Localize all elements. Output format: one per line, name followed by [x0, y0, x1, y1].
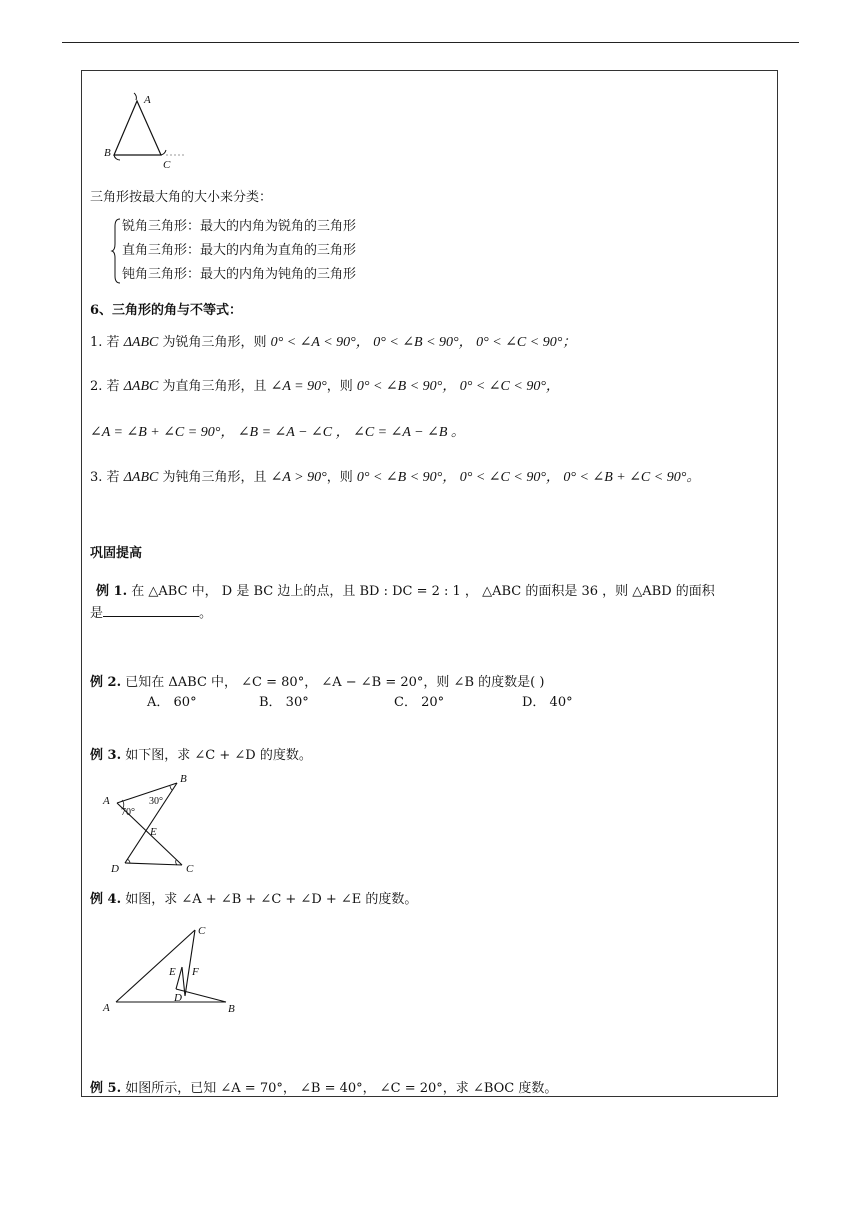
item3-prefix: 3. 若 — [90, 470, 120, 485]
example5 — [90, 1080, 557, 1098]
example4-label: 例 4. — [90, 892, 122, 907]
example1-line2-text: 是 — [90, 606, 104, 621]
classify-title: 三角形按最大角的大小来分类： — [90, 190, 273, 205]
vertex-label-c: C — [163, 159, 171, 171]
example5-text: 如图所示，已知 ∠A = 70°， ∠B = 40°， ∠C = 20°，求 ∠BOC 度数。 — [125, 1081, 558, 1096]
item2-triangle: ΔABC — [123, 379, 159, 394]
consolidate-title: 巩固提高 — [90, 546, 143, 561]
item3-then: ，则 — [326, 470, 353, 485]
example1-line1 — [96, 583, 715, 601]
header-rule — [62, 42, 799, 43]
section6-item2-equations: ∠A = ∠B + ∠C = 90°， ∠B = ∠A − ∠C ， ∠C = ∠A − ∠B 。 — [90, 425, 465, 440]
example1-end: 。 — [199, 606, 213, 621]
example4-figure — [98, 920, 248, 1020]
ex3-label-c: C — [186, 863, 194, 875]
example1-label: 例 1. — [96, 584, 128, 599]
ex4-label-e: E — [169, 966, 176, 978]
triangle-abc-figure — [100, 90, 200, 170]
section6-title: 6、三角形的角与不等式： — [90, 303, 243, 318]
example2-text: 已知在 ΔABC 中， ∠C = 80°， ∠A − ∠B = 20°，则 ∠B 的度数是( ) — [125, 675, 545, 690]
answer-blank[interactable] — [103, 603, 199, 617]
ex3-label-a: A — [103, 795, 110, 807]
ex3-label-e: E — [150, 826, 157, 838]
ex3-angle-a: 70° — [121, 807, 135, 818]
ex3-label-b: B — [180, 773, 187, 785]
item3-cond: ∠A > 90° — [270, 470, 327, 485]
ex4-label-d: D — [174, 992, 182, 1004]
vertex-label-b: B — [104, 147, 111, 159]
choice-c[interactable]: C． 20° — [394, 695, 445, 710]
item1-triangle: ΔABC — [123, 335, 159, 350]
section6-item1 — [90, 334, 576, 352]
example3 — [90, 747, 312, 765]
ex4-label-c: C — [198, 925, 206, 937]
ex4-label-f: F — [192, 966, 199, 978]
choice-a[interactable]: A． 60° — [147, 695, 197, 710]
item3-mid: 为钝角三角形，且 — [162, 470, 267, 485]
item1-prefix: 1. 若 — [90, 335, 120, 350]
vertex-label-a: A — [144, 94, 151, 106]
example2-label: 例 2. — [90, 675, 122, 690]
classify-item-obtuse: 钝角三角形：最大的内角为钝角的三角形 — [122, 267, 357, 282]
ex4-label-b: B — [228, 1003, 235, 1015]
classify-item-right: 直角三角形：最大的内角为直角的三角形 — [122, 243, 357, 258]
example2 — [90, 674, 544, 692]
classify-item-acute: 锐角三角形：最大的内角为锐角的三角形 — [122, 219, 357, 234]
example1-text: 在 △ABC 中， D 是 BC 边上的点，且 BD : DC = 2 : 1 ， △ABC 的面积是 36 ，则 △ABD 的面积 — [131, 584, 715, 599]
ex3-angle-b: 30° — [149, 796, 163, 807]
choice-b[interactable]: B． 30° — [259, 695, 309, 710]
item3-math: 0° < ∠B < 90°， 0° < ∠C < 90°， 0° < ∠B + ∠C < 90°。 — [356, 470, 701, 485]
item2-prefix: 2. 若 — [90, 379, 120, 394]
example1-line2 — [90, 603, 212, 623]
section6-item3 — [90, 469, 700, 487]
item2-cond: ∠A = 90° — [270, 379, 327, 394]
classify-brace — [112, 218, 122, 284]
item3-triangle: ΔABC — [123, 470, 159, 485]
ex4-label-a: A — [103, 1002, 110, 1014]
example3-label: 例 3. — [90, 748, 122, 763]
item1-math: 0° < ∠A < 90°， 0° < ∠B < 90°， 0° < ∠C < 90°； — [270, 335, 577, 350]
example4-text: 如图，求 ∠A + ∠B + ∠C + ∠D + ∠E 的度数。 — [125, 892, 418, 907]
example4 — [90, 891, 417, 909]
choice-d[interactable]: D． 40° — [522, 695, 573, 710]
example5-label: 例 5. — [90, 1081, 122, 1096]
item2-mid: 为直角三角形，且 — [162, 379, 267, 394]
item2-math: 0° < ∠B < 90°， 0° < ∠C < 90°， — [356, 379, 560, 394]
example3-figure — [100, 768, 210, 878]
item1-mid: 为锐角三角形，则 — [162, 335, 267, 350]
example3-text: 如下图，求 ∠C + ∠D 的度数。 — [125, 748, 312, 763]
section6-item2 — [90, 378, 560, 396]
item2-then: ，则 — [326, 379, 353, 394]
ex3-label-d: D — [111, 863, 119, 875]
